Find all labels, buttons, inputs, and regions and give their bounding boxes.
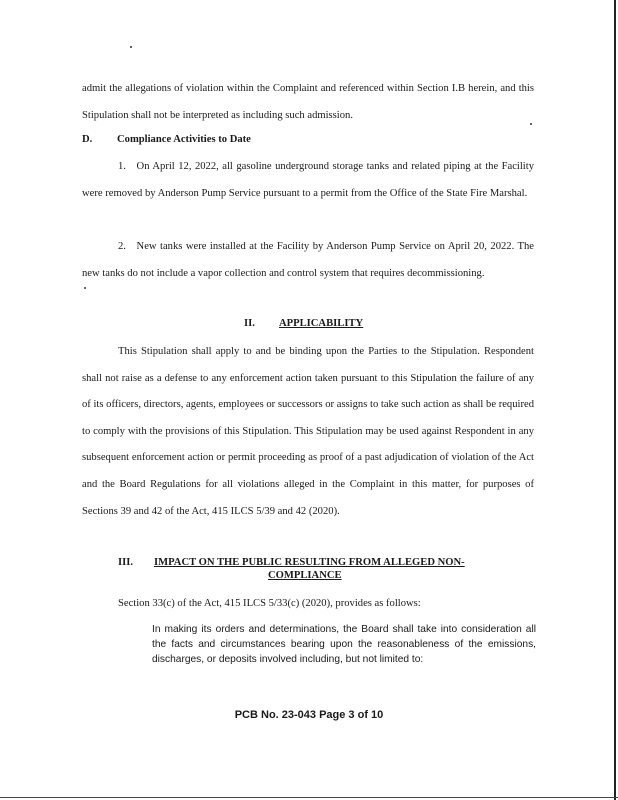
scan-speck <box>130 46 132 48</box>
section-d-letter: D. <box>82 134 93 145</box>
paragraph-tank-removal: 1. On April 12, 2022, all gasoline underground storage tanks and related piping at the Facility were removed by Anderson Pump Service pursuant to a permit from the Office of the State Fire Marshal. <box>82 161 534 199</box>
scan-speck <box>84 287 86 289</box>
paragraph-applicability: This Stipulation shall apply to and be binding upon the Parties to the Stipulation. Respondent shall not raise as a defense to any enforcement action taken pursuant to this Stipulation the failure of any of its officers, directors, agents, employees or successors or assigns to take such action as shall be required to comply with the provisions of this Stipulation. This Stipulation may be used against Respondent in any subsequent enforcement action or permit proceeding as proof of a past adjudication of violation of the Act and the Board Regulations for all violations alleged in the Complaint in this matter, for purposes of Sections 39 and 42 of the Act, 415 ILCS 5/39 and 42 (2020). <box>82 346 534 517</box>
page-footer: PCB No. 23-043 Page 3 of 10 <box>234 709 384 721</box>
paragraph-section-33c: Section 33(c) of the Act, 415 ILCS 5/33(c) (2020), provides as follows: <box>118 598 421 609</box>
section-d-title: Compliance Activities to Date <box>117 134 251 145</box>
section-iii-title-line1: IMPACT ON THE PUBLIC RESULTING FROM ALLEGED NON- <box>154 557 465 568</box>
paragraph-admission: admit the allegations of violation within the Complaint and referenced within Section I.B herein, and this Stipulation shall not be interpreted as including such admission. <box>82 83 534 121</box>
section-iii-title-line2: COMPLIANCE <box>268 570 342 581</box>
scan-edge-bottom <box>0 797 618 798</box>
paragraph-new-tanks: 2. New tanks were installed at the Facility by Anderson Pump Service on April 20, 2022. The new tanks do not include a vapor collection and control system that requires decommissioning. <box>82 241 534 279</box>
section-ii-number: II. <box>244 318 255 329</box>
block-quote: In making its orders and determinations, the Board shall take into consideration all the facts and circumstances bearing upon the reasonableness of the emissions, discharges, or deposits involved including, but not limited to: <box>152 624 536 665</box>
section-ii-title: APPLICABILITY <box>279 318 364 329</box>
section-iii-number: III. <box>118 557 134 568</box>
scan-edge-right <box>614 0 616 800</box>
